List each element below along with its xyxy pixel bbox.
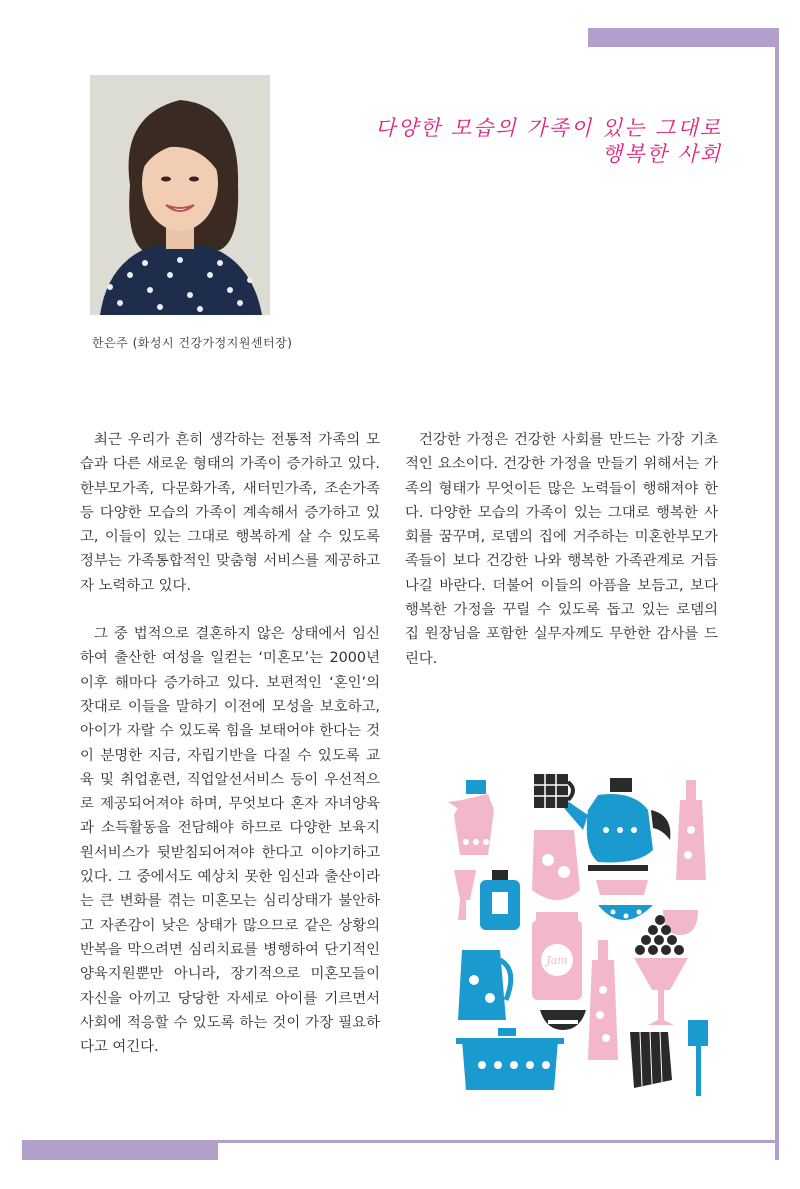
title-line-2: 행복한 사회	[601, 142, 722, 166]
kitchenware-illustration	[448, 770, 718, 1100]
spatula-icon	[688, 1020, 708, 1096]
bottle-icon	[676, 780, 706, 880]
tall-bottle-icon	[588, 940, 618, 1060]
jam-jar-icon	[532, 912, 582, 1000]
bowls-icon	[596, 880, 653, 920]
blue-pitcher-icon	[458, 950, 511, 1020]
oven-mitt-icon	[630, 1032, 672, 1088]
pitcher-icon	[448, 780, 494, 855]
left-paragraph-1: 최근 우리가 흔히 생각하는 전통적 가족의 모습과 다른 새로운 형태의 가족이 증가하고 있다. 한부모가족, 다문화가족, 새터민가족, 조손가족 등 다양한 모습의 가족이 계속해서 증가하고 있고, 이들이 있는 그대로 행복하게 살 수 있도록 정부는 가족통합적인 맞춤형 서비스를 제공하고자 노력하고 있다.	[80, 432, 380, 594]
left-paragraph-2: 그 중 법적으로 결혼하지 않은 상태에서 임신하여 출산한 여성을 일컫는 ‘미혼모’는 2000년 이후 해마다 증가하고 있다. 보편적인 ‘혼인’의 잣대로 이들을 말하기 이전에 모성을 보호하고, 아이가 자랄 수 있도록 힘을 보태어야 한다는 것이 분명한 지금, 자립기반을 다질 수 있도록 교육 및 취업훈련, 직업알선서비스 등이 우선적으로 제공되어져야 하며, 무엇보다 혼자 자녀양육과 소득활동을 전담해야 하므로 다양한 보육지원서비스가 뒷받침되어져야 한다고 이야기하고 있다. 그 중에서도 예상치 못한 임신과 출산이라는 큰 변화를 겪는 미혼모는 심리상태가 불안하고 자존감이 낮은 상태가 많으므로 같은 상황의 반복을 막으려면 심리치료를 병행하여 단기적인 양육지원뿐만 아니라, 장기적으로 미혼모들이 자신을 아끼고 당당한 자세로 아이를 기르면서 사회에 적응할 수 있도록 하는 것이 가장 필요하다고 여긴다.	[80, 626, 380, 1056]
frame-bottom-bar	[22, 1140, 218, 1160]
jug-icon	[532, 830, 580, 900]
grid-mug-icon	[534, 774, 573, 808]
article-title	[375, 115, 722, 167]
blue-canister-icon	[480, 870, 520, 930]
author-portrait	[90, 75, 270, 315]
right-column	[405, 428, 718, 695]
author-caption: 한은주 (화성시 건강가정지원센터장)	[92, 336, 293, 350]
frame-right-line	[775, 28, 779, 1160]
frame-top-bar	[588, 28, 779, 47]
left-column	[80, 428, 380, 1083]
right-paragraph-1: 건강한 가정은 건강한 사회를 만드는 가장 기초적인 요소이다. 건강한 가정을 만들기 위해서는 가족의 형태가 무엇이든 많은 노력들이 행해져야 한다. 다양한 모습의 가족이 있는 그대로 행복한 사회를 꿈꾸며, 로뎀의 집에 거주하는 미혼한부모가족들이 보다 건강한 나와 행복한 가족관계로 거듭나길 바란다. 더불어 이들의 아픔을 보듬고, 보다 행복한 가정을 꾸릴 수 있도록 돕고 있는 로뎀의 집 원장님을 포함한 실무자께도 무한한 감사를 드린다.	[405, 432, 718, 667]
teapot-icon	[564, 778, 670, 871]
title-line-1: 다양한 모습의 가족이 있는 그대로	[375, 116, 722, 140]
black-cup-icon	[540, 1010, 586, 1030]
casserole-icon	[456, 1028, 564, 1090]
jam-label: Jam	[546, 954, 568, 967]
glass-icon	[454, 870, 476, 920]
